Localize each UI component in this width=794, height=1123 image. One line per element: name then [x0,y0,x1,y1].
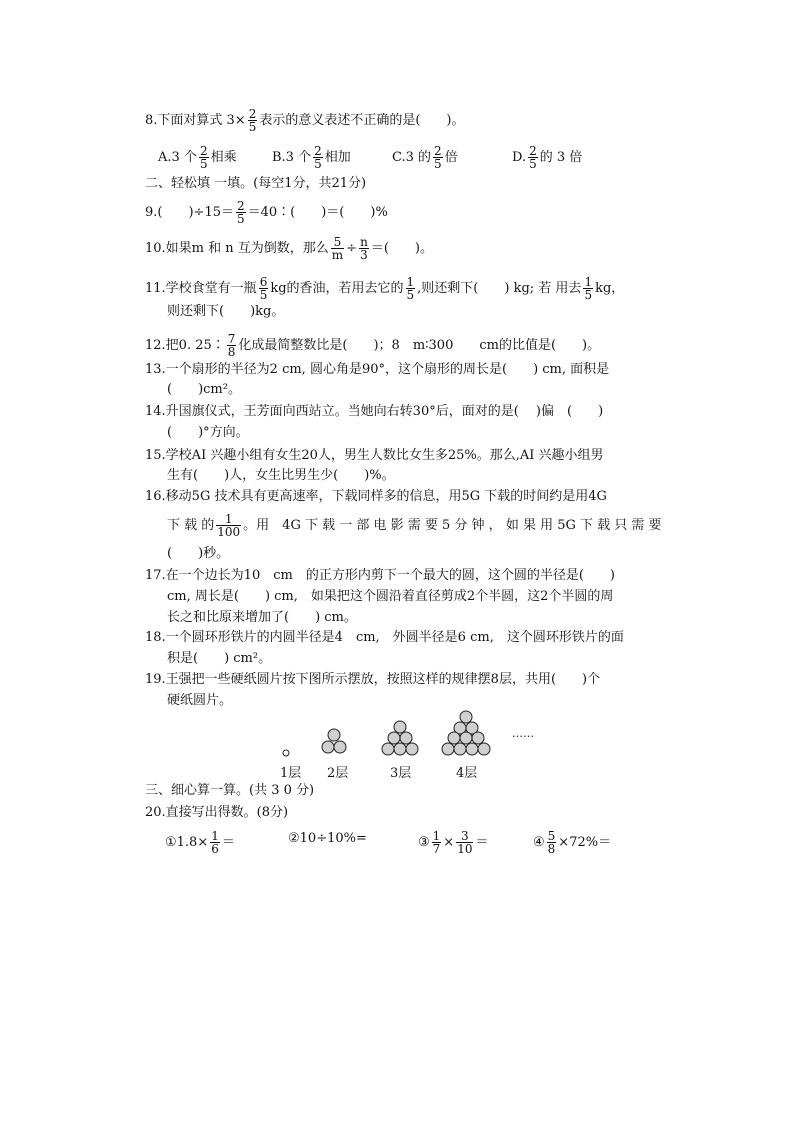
question-11: 11.学校食堂有一瓶 $\frac{6}{5}$ kg的香油，若用去它的 $\frac{1}{5}$ ,则还剩下( ) kg; 若 用去 $\frac{1}{5}$ kg， [145,275,625,302]
calc-item-4: ④ $\frac{5}{8}$ ×72%＝ [533,829,612,856]
fraction: $\frac{6}{5}$ [259,275,268,302]
circle-stack-4 [442,711,490,755]
question-10: 10.如果m 和 n 互为倒数，那么 $\frac{5}{m}$ ÷ $\frac{n}{3}$ ＝( )。 [145,235,433,262]
circle-piece [283,750,289,756]
question-8-option-a: A.3 个 $\frac{2}{5}$ 相乘 [158,144,237,171]
fraction: $\frac{2}{5}$ [314,144,322,171]
question-15-line2: 生有( )人，女生比男生少( )%。 [167,468,395,483]
fraction: $\frac{7}{8}$ [227,332,236,359]
section-3-heading: 三、细心算一算。(共 3 0 分) [145,783,315,798]
question-18: 18.一个圆环形铁片的内圆半径是4 cm, 外圆半径是6 cm, 这个圆环形铁片的面 [145,630,624,645]
question-17-line3: 长之和比原来增加了( ) cm。 [167,610,357,625]
question-16-line3: ( )秒。 [167,546,230,561]
fraction: $\frac{n}{3}$ [360,235,368,262]
circle-stack-2 [322,729,346,753]
fraction: $\frac{1}{7}$ [432,829,441,856]
fraction: $\frac{1}{6}$ [211,829,219,856]
circle-stack-figure [270,705,530,760]
layer-label-1: 1层 [280,766,302,781]
calc-item-1: ①1.8× $\frac{1}{6}$ ＝ [165,829,235,856]
question-15: 15.学校AI 兴趣小组有女生20人，男生人数比女生多25%。那么,AI 兴趣小组男 [145,448,604,463]
question-8-option-b: B.3 个 $\frac{2}{5}$ 相加 [272,144,351,171]
circle-stack-3 [382,721,418,755]
question-20-title: 20.直接写出得数。(8分) [145,805,289,820]
question-12: 12.把0. 25∶ $\frac{7}{8}$ 化成最简整数比是( )；8 m∶300 cm的比值是( )。 [145,332,601,359]
fraction: $\frac{2}{5}$ [529,144,537,171]
fraction: $\frac{1}{100}$ [217,512,241,539]
fraction: $\frac{2}{5}$ [248,107,257,134]
fraction: $\frac{2}{5}$ [236,199,245,226]
question-14: 14.升国旗仪式，王芳面向西站立。当她向右转30°后，面对的是( )偏 ( ) [145,404,604,419]
question-9: 9.( )÷15＝ $\frac{2}{5}$ ＝40∶( )＝( )% [145,199,388,226]
layer-label-2: 2层 [327,766,349,781]
question-16: 16.移动5G 技术具有更高速率，下载同样多的信息，用5G 下载的时间约是用4G [145,489,607,504]
ellipsis: …… [512,727,534,740]
question-14-line2: ( )°方向。 [167,425,249,440]
question-16-line2: 下 载 的 $\frac{1}{100}$ 。用 4G 下 载 一 部 电 影 需 要 5 分 钟 ， 如 果 用 5G 下 载 只 需 要 [167,512,662,539]
fraction: $\frac{5}{m}$ [331,235,344,262]
fraction: $\frac{1}{5}$ [406,275,415,302]
calc-item-2: ②10÷10%= [288,831,367,846]
question-8-option-c: C.3 的 $\frac{2}{5}$ 倍 [392,144,458,171]
question-8-option-d: D. $\frac{2}{5}$ 的 3 倍 [512,144,583,171]
question-13-line2: ( )cm²。 [167,382,241,397]
question-17-line2: cm, 周长是( ) cm, 如果把这个圆沿着直径剪成2个半圆，这2个半圆的周 [167,589,614,604]
fraction: $\frac{1}{5}$ [584,275,593,302]
question-19-line2: 硬纸圆片。 [167,693,233,708]
fraction: $\frac{2}{5}$ [199,144,208,171]
calc-item-3: ③ $\frac{1}{7}$ × $\frac{3}{10}$ ＝ [418,829,489,856]
question-13: 13.一个扇形的半径为2 cm, 圆心角是90°，这个扇形的周长是( ) cm, 面积是 [145,362,610,377]
question-17: 17.在一个边长为10 cm 的正方形内剪下一个最大的圆，这个圆的半径是( ) [145,568,615,583]
question-19: 19.王强把一些硬纸圆片按下图所示摆放，按照这样的规律摆8层，共用( )个 [145,672,601,687]
question-18-line2: 积是( ) cm²。 [167,651,272,666]
question-8: 8.下面对算式 3× $\frac{2}{5}$ 表示的意义表述不正确的是( )。 [145,107,465,134]
question-11-line2: 则还剩下( )kg。 [167,304,285,319]
layer-label-4: 4层 [456,766,478,781]
fraction: $\frac{3}{10}$ [457,829,473,856]
section-2-heading: 二、轻松填 一填。(每空1分，共21分) [145,176,367,191]
layer-label-3: 3层 [390,766,412,781]
fraction: $\frac{2}{5}$ [434,144,442,171]
fraction: $\frac{5}{8}$ [547,829,556,856]
